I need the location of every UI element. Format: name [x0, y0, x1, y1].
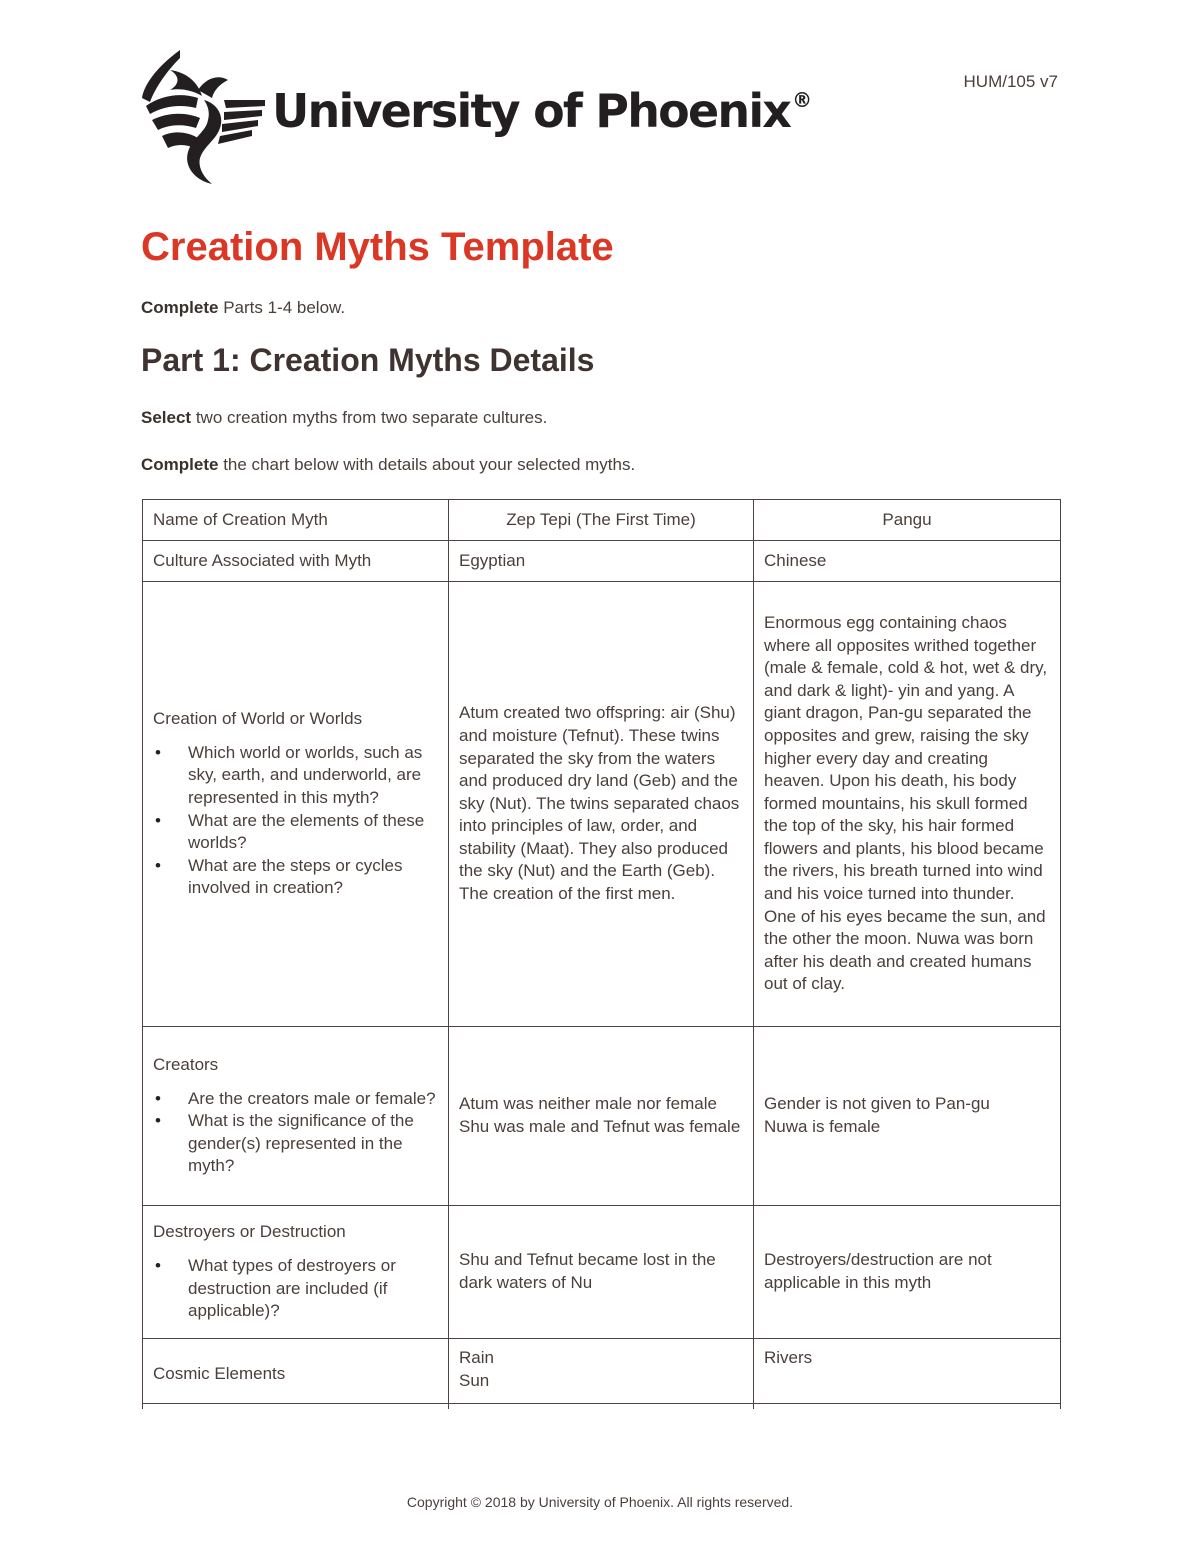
list-item: • What is the significance of the gender(s) represented in the myth?: [153, 1110, 438, 1178]
myth2-cosmic-text: Rivers: [764, 1348, 813, 1367]
table-row-world: [143, 582, 1061, 1027]
myth1-world-text: Atum created two offspring: air (Shu) and moisture (Tefnut). These twins separated the sky from the waters and produced dry land (Geb) and the sky (Nut). The twins separated chaos into principles of law, order, and stability (Maat). They also produced the sky (Nut) and the Earth (Geb).: [459, 703, 740, 881]
list-item: • What are the steps or cycles involved in creation?: [153, 855, 438, 900]
part1-heading: Part 1: Creation Myths Details: [141, 342, 595, 378]
myth1-creators: [449, 1027, 754, 1206]
creation-myths-table: [142, 499, 1061, 1409]
myth1-cosmic-text: Sun: [459, 1370, 490, 1390]
complete-text: the chart below with details about your selected myths.: [218, 455, 636, 474]
complete-instruction: [141, 455, 635, 475]
myth1-world: [449, 582, 754, 1027]
myth2-cosmic: [754, 1339, 1061, 1410]
creators-prompts-list: [153, 1088, 438, 1178]
myth2-destroyers: Destroyers/destruction are not applicable in this myth: [754, 1206, 1061, 1339]
row-label-destroyers: Destroyers or Destruction: [153, 1222, 346, 1242]
university-logo: [140, 48, 813, 188]
document-title: Creation Myths Template: [141, 225, 614, 269]
copyright-footer: Copyright © 2018 by University of Phoenix. All rights reserved.: [406, 1494, 794, 1510]
myth2-creators-text: Gender is not given to Pan-gu: [764, 1094, 990, 1114]
myth1-cosmic-text: Rain: [459, 1348, 494, 1367]
select-bold: Select: [141, 408, 192, 427]
myth1-destroyers: Shu and Tefnut became lost in the dark waters of Nu: [449, 1206, 754, 1339]
registered-mark: ®: [792, 88, 813, 112]
row-label-creators-cell: [143, 1027, 449, 1206]
table-row-name: [143, 500, 1061, 541]
destroyers-prompts-list: [153, 1255, 438, 1323]
myth1-cosmic: [449, 1339, 754, 1410]
table-row-creators: [143, 1027, 1061, 1206]
row-label-culture: Culture Associated with Myth: [143, 541, 449, 582]
myth1-name: Zep Tepi (The First Time): [449, 500, 754, 541]
logo-text: University of Phoenix ®: [272, 84, 813, 138]
world-prompts-list: [153, 742, 438, 900]
list-item: • What are the elements of these worlds?: [153, 810, 438, 855]
phoenix-icon: [140, 48, 265, 188]
table-row-cosmic: [143, 1339, 1061, 1410]
intro-instruction: [141, 298, 345, 318]
row-label-name: Name of Creation Myth: [143, 500, 449, 541]
row-label-cosmic: Cosmic Elements: [143, 1339, 449, 1410]
list-item: • What types of destroyers or destruction are included (if applicable)?: [153, 1255, 438, 1323]
document-code: HUM/105 v7: [963, 72, 1058, 91]
myth2-creators-text: Nuwa is female: [764, 1117, 881, 1136]
myth2-name: Pangu: [754, 500, 1061, 541]
table-row-destroyers: [143, 1206, 1061, 1339]
list-item: • Are the creators male or female?: [153, 1088, 438, 1111]
myth2-culture: Chinese: [754, 541, 1061, 582]
intro-bold: Complete: [141, 298, 219, 317]
myth2-world: Enormous egg containing chaos where all opposites writhed together (male & female, cold & hot, wet & dry, and dark & light)- yin and yang. A giant dragon, Pan-gu separated the opposites and grew, raising the sky higher every day and creating heaven. Upon his death, his body formed mountains, his skull formed the top of the sky, his hair formed flowers and plants, his blood became the rivers, his breath turned into wind and his voice turned into thunder. One of his eyes became the sun, and the other the moon. Nuwa was born after his death and created humans out of clay.: [754, 582, 1061, 1027]
myth1-creators-text: Shu was male and Tefnut was female: [459, 1117, 741, 1136]
row-label-destroyers-cell: [143, 1206, 449, 1339]
myth1-world-text: The creation of the first men.: [459, 884, 676, 904]
table-bottom-rule: [142, 1403, 1060, 1404]
table-row-culture: [143, 541, 1061, 582]
select-text: two creation myths from two separate cultures.: [191, 408, 548, 427]
row-label-world: Creation of World or Worlds: [153, 709, 363, 729]
intro-text: Parts 1-4 below.: [218, 298, 346, 317]
select-instruction: [141, 408, 547, 428]
complete-bold: Complete: [141, 455, 219, 474]
myth2-creators: [754, 1027, 1061, 1206]
myth1-creators-text: Atum was neither male nor female: [459, 1094, 717, 1114]
myth1-culture: Egyptian: [449, 541, 754, 582]
row-label-creators: Creators: [153, 1055, 219, 1075]
row-label-world-cell: [143, 582, 449, 1027]
list-item: • Which world or worlds, such as sky, earth, and underworld, are represented in this myth?: [153, 742, 438, 810]
